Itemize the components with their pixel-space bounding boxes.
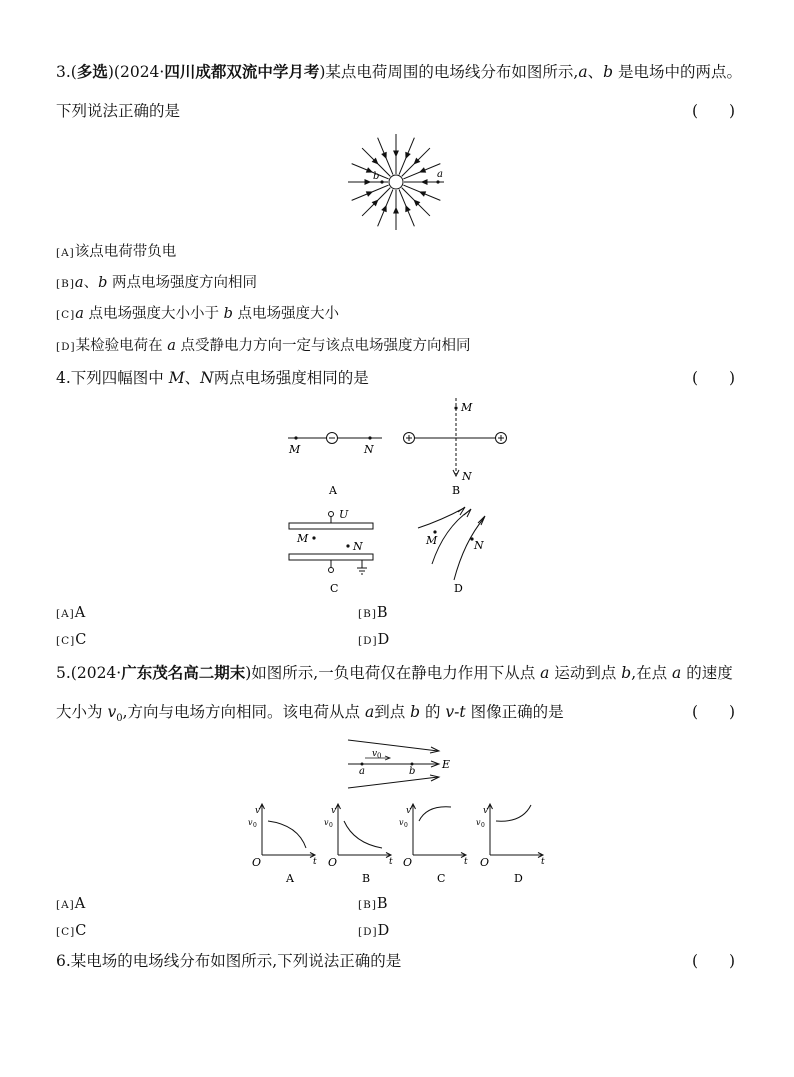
q3-point-b — [380, 180, 383, 183]
q5-fig-v0: v — [372, 749, 378, 759]
q3-option-c-var2: b — [223, 306, 233, 322]
q3-option-d[interactable] — [56, 336, 471, 357]
q3-multi-tag: 多选 — [76, 63, 108, 81]
q5-field-figure — [345, 734, 465, 794]
q4-option-c-text: C — [75, 632, 87, 648]
q4-var-m: M — [168, 369, 185, 387]
q4-fig-b-caption: B — [452, 484, 461, 497]
q3-option-b[interactable] — [56, 273, 257, 294]
q5-graph-t-label: t — [313, 857, 317, 867]
q5-var-a: a — [540, 664, 550, 682]
q5-fig-b: b — [409, 766, 416, 777]
q4-fig-b-n: N — [462, 470, 472, 483]
q4-fig-c-n: N — [353, 540, 363, 553]
q4-option-a-tag: [A] — [56, 608, 75, 620]
q4-figure-c — [286, 506, 386, 596]
q4-sep: 、 — [184, 369, 201, 387]
q4-stem — [56, 368, 369, 388]
q3-option-d-pre: 某检验电荷在 — [75, 338, 168, 354]
q6-number: 6. — [56, 952, 71, 970]
q5-option-a-text: A — [74, 896, 86, 912]
q5-stem-part3: ,在点 — [631, 664, 673, 682]
q3-var-a: a — [578, 63, 588, 81]
q5-graph-origin: O — [328, 856, 338, 869]
q4-option-b-text: B — [376, 605, 388, 621]
q5-graph-v0-sub: 0 — [481, 822, 485, 829]
q3-stem-line2: 下列说法正确的是 — [56, 102, 181, 120]
q4-fig-d-n: N — [474, 539, 484, 552]
q3-sep: 、 — [587, 63, 604, 81]
q5-fig-a: a — [359, 766, 365, 777]
q5-graph-v-label: v — [483, 806, 489, 816]
q3-tag-open: ( — [70, 63, 77, 81]
q3-source: 四川成都双流中学月考 — [164, 63, 320, 81]
q5-line2-post: 图像正确的是 — [465, 703, 564, 721]
q3-option-c-text: 点电场强度大小 — [232, 306, 340, 322]
q4-fig-b-m: M — [461, 401, 473, 414]
q5-stem-part1: )如图所示,一负电荷仅在静电力作用下从点 — [245, 664, 541, 682]
q5-v0-sub: 0 — [116, 713, 123, 725]
q3-option-c-tag: [C] — [56, 309, 76, 321]
q5-v0: v — [107, 703, 117, 721]
q5-option-b-tag: [B] — [358, 899, 377, 911]
q5-graph-v-label: v — [331, 806, 337, 816]
q5-graph-v0-sub: 0 — [329, 822, 333, 829]
q4-fig-a-m: M — [289, 443, 301, 456]
q5-option-d-text: D — [377, 923, 390, 939]
q3-option-d-tag: [D] — [56, 341, 76, 353]
q4-fig-d-m: M — [426, 534, 438, 547]
q4-option-b[interactable] — [358, 603, 388, 624]
q3-charge — [389, 175, 403, 189]
q4-fig-c-u: U — [339, 508, 349, 521]
q3-source-year: )(2024· — [107, 63, 165, 81]
q4-stem-pre: 下列四幅图中 — [70, 369, 169, 387]
q5-graph-caption: D — [514, 872, 523, 885]
q5-graph-t-label: t — [389, 857, 393, 867]
q3-option-b-mid: 、 — [83, 275, 99, 291]
q5-var-a3: a — [364, 703, 375, 721]
q3-field-arrow — [420, 192, 425, 196]
q5-fig-e: E — [442, 758, 451, 771]
q3-field-arrow — [406, 206, 410, 211]
q4-option-c-tag: [C] — [56, 635, 76, 647]
q3-answer-paren[interactable]: ( ) — [692, 102, 736, 120]
q5-fig-v0-sub: 0 — [377, 752, 382, 760]
q6-stem-text: 某电场的电场线分布如图所示,下列说法正确的是 — [70, 952, 402, 970]
q5-option-b-text: B — [376, 896, 388, 912]
q5-option-c[interactable] — [56, 921, 86, 942]
q3-stem-part1: )某点电荷周围的电场线分布如图所示, — [319, 63, 579, 81]
q5-graph-origin: O — [480, 856, 490, 869]
q4-fig-c-m: M — [297, 532, 309, 545]
q5-stem-part2: 运动到点 — [549, 664, 622, 682]
q3-option-c[interactable] — [56, 304, 339, 325]
q5-answer-paren[interactable]: ( ) — [692, 703, 736, 721]
q5-graph-v0-label: v — [399, 818, 404, 827]
q5-line2-mid3: 的 — [420, 703, 446, 721]
q3-field-arrow — [420, 168, 425, 172]
q5-option-d[interactable] — [358, 921, 389, 942]
q4-number: 4. — [56, 369, 71, 387]
q3-point-a — [436, 180, 439, 183]
q5-graph-curve — [268, 821, 306, 848]
q3-field-arrow — [394, 208, 398, 213]
q4-option-c[interactable] — [56, 630, 86, 651]
q3-option-b-var1: a — [74, 275, 84, 291]
q5-vt: v-t — [445, 703, 466, 721]
q3-field-arrow — [382, 206, 386, 211]
q4-var-n: N — [200, 369, 214, 387]
q4-figure-b — [402, 396, 512, 496]
q5-option-a-tag: [A] — [56, 899, 75, 911]
q4-option-d[interactable] — [358, 630, 389, 651]
q5-graph-t-label: t — [464, 857, 468, 867]
q5-graph-curve — [344, 821, 382, 848]
q4-option-b-tag: [B] — [358, 608, 377, 620]
q5-stem-line1 — [56, 663, 733, 683]
q4-figure-a — [285, 426, 385, 496]
q5-var-a2: a — [672, 664, 682, 682]
q5-graph-curve — [419, 807, 451, 821]
q3-option-a[interactable] — [56, 242, 176, 263]
q3-field-arrow — [394, 151, 398, 156]
q6-stem — [56, 951, 401, 971]
q5-source: 广东茂名高二期末 — [121, 664, 246, 682]
q6-answer-paren[interactable]: ( ) — [692, 952, 736, 970]
q3-label-b: b — [373, 171, 380, 182]
q3-option-b-tag: [B] — [56, 278, 75, 290]
q5-stem-part4: 的速度 — [681, 664, 733, 682]
q5-var-b: b — [621, 664, 632, 682]
q5-graph-c — [399, 803, 471, 883]
q5-line2-mid2: 到点 — [374, 703, 411, 721]
q5-graph-a — [248, 803, 320, 883]
q5-graph-v-label: v — [406, 806, 412, 816]
q3-number: 3. — [56, 63, 71, 81]
q4-stem-post: 两点电场强度相同的是 — [213, 369, 369, 387]
q3-stem-line1 — [56, 62, 742, 82]
q3-option-a-text: 该点电荷带负电 — [74, 244, 177, 260]
q5-graph-origin: O — [252, 856, 262, 869]
q3-field-arrow — [367, 168, 372, 172]
q5-option-c-tag: [C] — [56, 926, 76, 938]
q5-graph-v0-label: v — [476, 818, 481, 827]
q3-var-b: b — [603, 63, 614, 81]
q5-graph-v0-sub: 0 — [253, 822, 257, 829]
q5-graph-v-label: v — [255, 806, 261, 816]
q5-var-b2: b — [410, 703, 421, 721]
q3-field-arrow — [422, 180, 427, 184]
q5-graph-v0-sub: 0 — [404, 822, 408, 829]
q5-graph-curve — [496, 805, 531, 821]
q4-answer-paren[interactable]: ( ) — [692, 369, 736, 387]
q3-label-a: a — [437, 169, 443, 180]
q5-graph-b — [324, 803, 396, 883]
q3-figure-point-charge — [340, 132, 460, 232]
q3-field-arrow — [365, 180, 370, 184]
q5-graph-origin: O — [403, 856, 413, 869]
q4-fig-a-n: N — [364, 443, 374, 456]
q5-graph-d — [476, 803, 548, 883]
q3-field-arrow — [382, 153, 386, 158]
q4-figure-d — [410, 506, 510, 596]
q4-option-d-tag: [D] — [358, 635, 378, 647]
q5-option-b[interactable] — [358, 894, 388, 915]
q5-source-pre: (2024· — [70, 664, 122, 682]
q5-line2-mid: ,方向与电场方向相同。该电荷从点 — [122, 703, 365, 721]
q5-option-c-text: C — [75, 923, 87, 939]
q3-option-c-var1: a — [75, 306, 84, 322]
q5-option-d-tag: [D] — [358, 926, 378, 938]
q3-field-arrow — [406, 153, 410, 158]
q3-option-d-var: a — [167, 338, 176, 354]
q3-option-d-text: 点受静电力方向一定与该点电场强度方向相同 — [175, 338, 471, 354]
q3-field-arrow — [367, 192, 372, 196]
q5-graph-v0-label: v — [248, 818, 253, 827]
q5-line2-pre: 大小为 — [56, 703, 108, 721]
q4-fig-d-caption: D — [454, 582, 463, 595]
q5-graph-v0-label: v — [324, 818, 329, 827]
q4-option-a[interactable] — [56, 603, 85, 624]
q5-option-a[interactable] — [56, 894, 85, 915]
q5-graph-caption: C — [437, 872, 446, 885]
q5-graph-caption: B — [362, 872, 371, 885]
q4-fig-c-caption: C — [330, 582, 339, 595]
q4-option-d-text: D — [377, 632, 390, 648]
q3-stem-part2: 是电场中的两点。 — [613, 63, 742, 81]
q3-option-a-tag: [A] — [56, 247, 75, 259]
q3-option-b-var2: b — [98, 275, 108, 291]
q5-stem-line2 — [56, 702, 564, 729]
q3-option-b-text: 两点电场强度方向相同 — [107, 275, 257, 291]
q3-option-c-mid: 点电场强度大小小于 — [83, 306, 224, 322]
q4-option-a-text: A — [74, 605, 86, 621]
q4-fig-a-caption: A — [329, 484, 337, 497]
q5-graph-t-label: t — [541, 857, 545, 867]
q5-number: 5. — [56, 664, 71, 682]
q5-graph-caption: A — [286, 872, 294, 885]
